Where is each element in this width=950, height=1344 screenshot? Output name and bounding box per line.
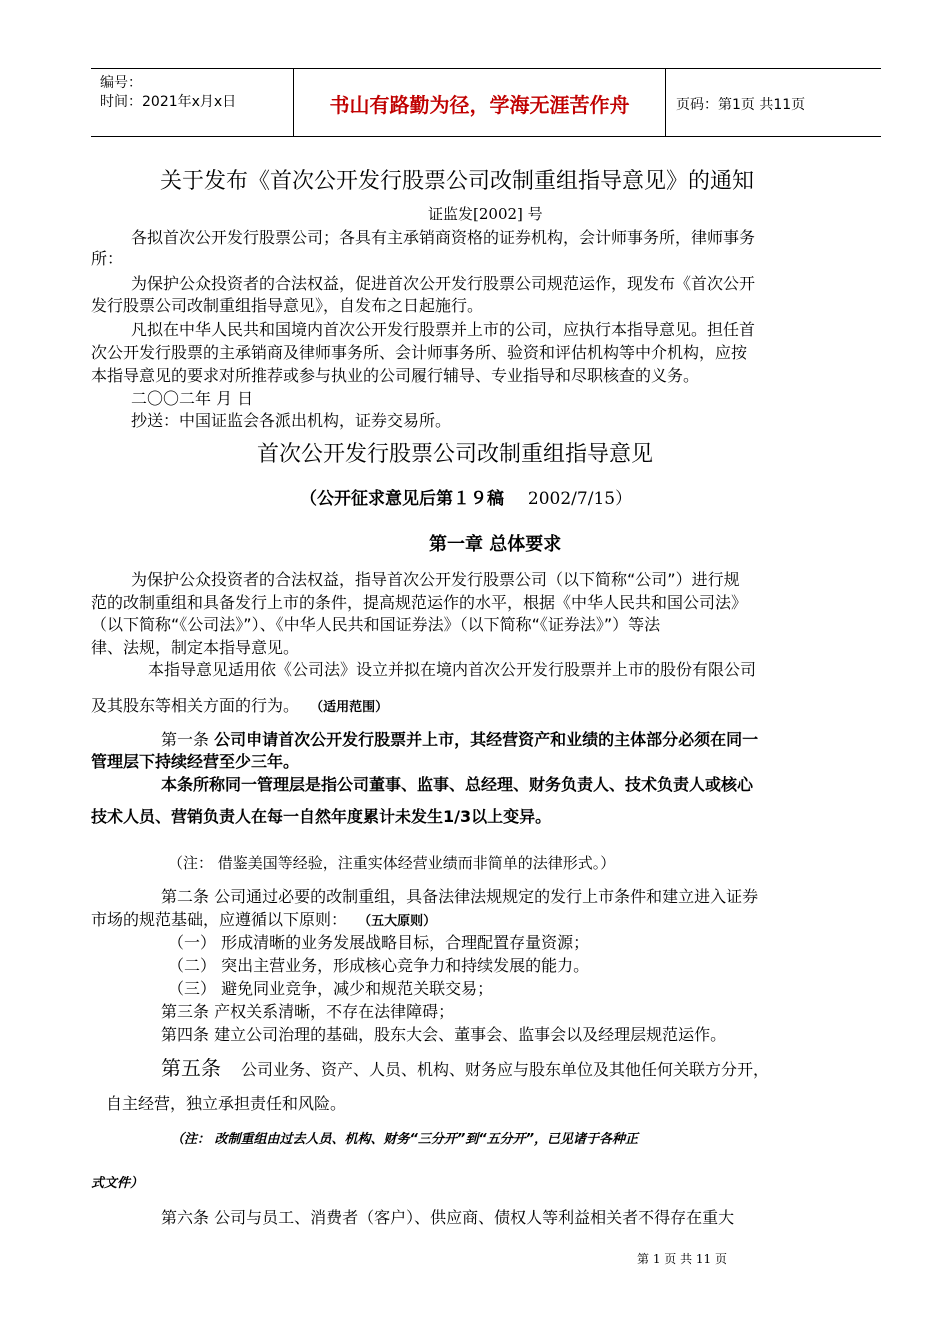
chapter-heading: 第一章 总体要求 [429, 534, 562, 555]
article-3: 第三条 产权关系清晰，不存在法律障碍； [161, 1002, 455, 1021]
article-6-line-1: 第六条 公司与员工、消费者（客户）、供应商、债权人等利益相关者不得存在重大 [161, 1208, 735, 1227]
footer-page-label: 第 1 页 共 11 页 [637, 1252, 727, 1266]
article-1-note: （注： 借鉴美国等经验，注重实体经营业绩而非简单的法律形式。） [168, 854, 616, 872]
article-1-line-2: 管理层下持续经营至少三年。 [91, 752, 300, 771]
notice-date: 二〇〇二年 月 日 [131, 389, 254, 408]
article-5-note-line-1: （注： 改制重组由过去人员、机构、财务“三分开”到“五分开”，已见诸于各种正 [171, 1132, 639, 1147]
addressee-line-2: 所： [91, 249, 124, 268]
article-4: 第四条 建立公司治理的基础，股东大会、董事会、监事会以及经理层规范运作。 [161, 1025, 727, 1044]
notice-title: 关于发布《首次公开发行股票公司改制重组指导意见》的通知 [160, 169, 755, 194]
header-page-cell [666, 69, 881, 136]
article-2-item-3: （三） 避免同业竞争，减少和规范关联交易； [168, 979, 494, 998]
article-5-text: 公司业务、资产、人员、机构、财务应与股东单位及其他任何关联方分开， [241, 1060, 770, 1079]
doc-number: 证监发[2002] 号 [428, 205, 543, 223]
draft-note-text: （公开征求意见后第１９稿 [300, 489, 504, 509]
intro-line-3: （以下简称“《公司法》”）、《中华人民共和国证券法》（以下简称“《证券法》”）等法 [91, 615, 661, 634]
article-5-line-2: 自主经营，独立承担责任和风险。 [106, 1094, 347, 1113]
article-1-label: 第一条 [161, 730, 215, 749]
document-header [91, 68, 881, 137]
article-1-definition-line-1: 本条所称同一管理层是指公司董事、监事、总经理、财务负责人、技术负责人或核心 [161, 775, 754, 794]
article-2-item-2: （二） 突出主营业务，形成核心竞争力和持续发展的能力。 [168, 956, 590, 975]
opinion-title: 首次公开发行股票公司改制重组指导意见 [257, 442, 654, 467]
header-meta-cell [91, 69, 294, 136]
header-motto-cell [294, 69, 666, 136]
scope-line-2 [91, 696, 388, 718]
article-2-line-2 [91, 910, 436, 932]
motto-text: 书山有路勤为径，学海无涯苦作舟 [329, 93, 630, 117]
notice-paragraph-2-line-2: 次公开发行股票的主承销商及律师事务所、会计师事务所、验资和评估机构等中介机构，应按 [91, 343, 748, 362]
time-label: 时间：2021年x月x日 [100, 94, 237, 110]
page-info: 页码：第1页 共11页 [676, 97, 806, 113]
notice-paragraph-2-line-1: 凡拟在中华人民共和国境内首次公开发行股票并上市的公司，应执行本指导意见。担任首 [131, 320, 756, 339]
notice-paragraph-1-line-1: 为保护公众投资者的合法权益，促进首次公开发行股票公司规范运作，现发布《首次公开 [131, 274, 756, 293]
article-2-note: （五大原则） [358, 914, 437, 929]
intro-line-1: 为保护公众投资者的合法权益，指导首次公开发行股票公司（以下简称“公司”）进行规 [131, 570, 740, 589]
draft-note [300, 489, 632, 509]
article-1-line-1 [161, 730, 758, 750]
notice-paragraph-2-line-3: 本指导意见的要求对所推荐或参与执业的公司履行辅导、专业指导和尽职核查的义务。 [91, 366, 700, 385]
intro-line-4: 律、法规，制定本指导意见。 [91, 638, 300, 657]
article-5-note-line-2: 式文件） [91, 1176, 144, 1191]
article-5-line-1 [161, 1058, 769, 1080]
addressee-line-1: 各拟首次公开发行股票公司；各具有主承销商资格的证券机构，会计师事务所，律师事务 [131, 228, 756, 247]
scope-line-2-text: 及其股东等相关方面的行为。 [91, 696, 300, 715]
notice-paragraph-1-line-2: 发行股票公司改制重组指导意见》，自发布之日起施行。 [91, 296, 484, 315]
serial-label: 编号： [100, 75, 142, 91]
draft-date: 2002/7/15） [527, 489, 633, 509]
article-5-label: 第五条 [161, 1056, 221, 1080]
article-2-line-2-text: 市场的规范基础，应遵循以下原则： [91, 910, 348, 929]
article-1-text: 公司申请首次公开发行股票并上市，其经营资产和业绩的主体部分必须在同一 [214, 730, 759, 749]
scope-note: （适用范围） [310, 700, 389, 715]
scope-line-1: 本指导意见适用依《公司法》设立并拟在境内首次公开发行股票并上市的股份有限公司 [148, 660, 757, 679]
intro-line-2: 范的改制重组和具备发行上市的条件，提高规范运作的水平，根据《中华人民共和国公司法》 [91, 593, 748, 612]
article-1-definition-line-2: 技术人员、营销负责人在每一自然年度累计未发生1/3以上变异。 [91, 807, 552, 826]
cc-line: 抄送：中国证监会各派出机构，证券交易所。 [131, 411, 452, 430]
article-2-item-1: （一） 形成清晰的业务发展战略目标，合理配置存量资源； [168, 933, 590, 952]
article-2-line-1: 第二条 公司通过必要的改制重组，具备法律法规规定的发行上市条件和建立进入证券 [161, 887, 759, 906]
